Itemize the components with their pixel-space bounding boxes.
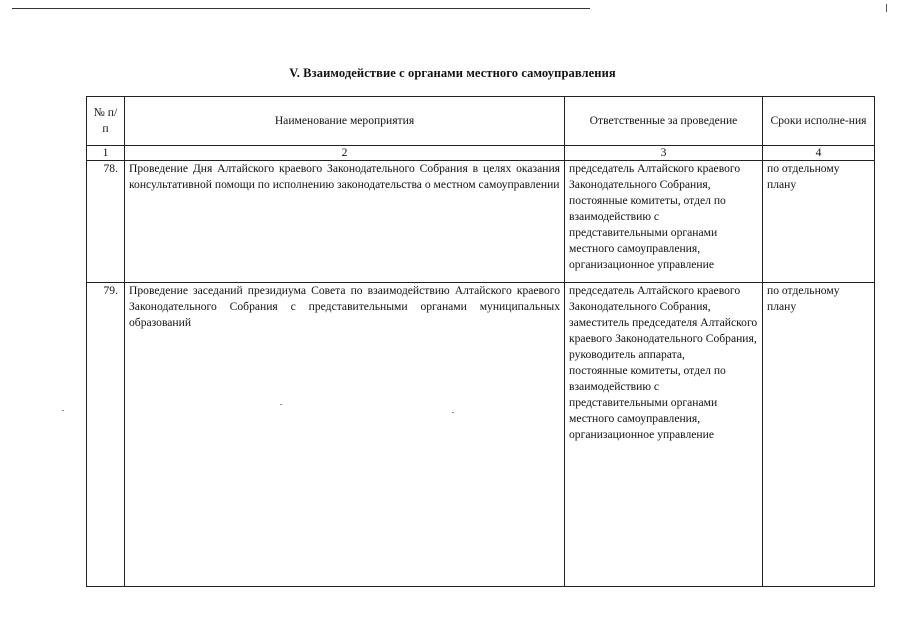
corner-mark: [886, 4, 887, 12]
responsible-parties: [565, 283, 763, 587]
table-row: [87, 283, 875, 587]
column-number: 2: [125, 146, 565, 161]
deadline: по отдельному плану: [763, 283, 875, 587]
responsible-line: заместитель председателя Алтайского краевого Законодательного Собрания, руководитель аппарата,: [569, 316, 758, 361]
header-num: [87, 97, 125, 146]
column-number-row: [87, 146, 875, 161]
responsible-line: председатель Алтайского краевого Законодательного Собрания, постоянные комитеты, отдел по взаимодействию с представительными органами местного самоуправления, организационное управление: [569, 162, 741, 271]
event-name: Проведение заседаний президиума Совета по взаимодействию Алтайского краевого Законодательного Собрания с представительными органами муниципальных образований: [125, 283, 565, 587]
event-name: Проведение Дня Алтайского краевого Законодательного Собрания в целях оказания консультативной помощи по исполнению законодательства о местном самоуправлении: [125, 161, 565, 283]
section-title: V. Взаимодействие с органами местного самоуправления: [289, 66, 616, 80]
top-rule: [12, 8, 590, 9]
column-number: 3: [565, 146, 763, 161]
row-number: 78.: [87, 161, 125, 283]
responsible-line: председатель Алтайского краевого Законодательного Собрания,: [569, 284, 741, 313]
scan-speck: [62, 410, 64, 411]
table-header-row: [87, 97, 875, 146]
responsible-line: постоянные комитеты, отдел по взаимодействию с представительными органами местного самоуправления, организационное управление: [569, 364, 726, 441]
activities-table: [86, 96, 875, 587]
table-row: [87, 161, 875, 283]
header-responsible: Ответственные за проведение: [565, 97, 763, 146]
column-number: 4: [763, 146, 875, 161]
header-num-label: № п/п: [93, 106, 118, 135]
responsible-parties: [565, 161, 763, 283]
header-event: Наименование мероприятия: [125, 97, 565, 146]
deadline: по отдельному плану: [763, 161, 875, 283]
column-number: 1: [87, 146, 125, 161]
header-deadline-label: Сроки исполне-ния: [770, 114, 867, 127]
header-deadline: [763, 97, 875, 146]
row-number: 79.: [87, 283, 125, 587]
